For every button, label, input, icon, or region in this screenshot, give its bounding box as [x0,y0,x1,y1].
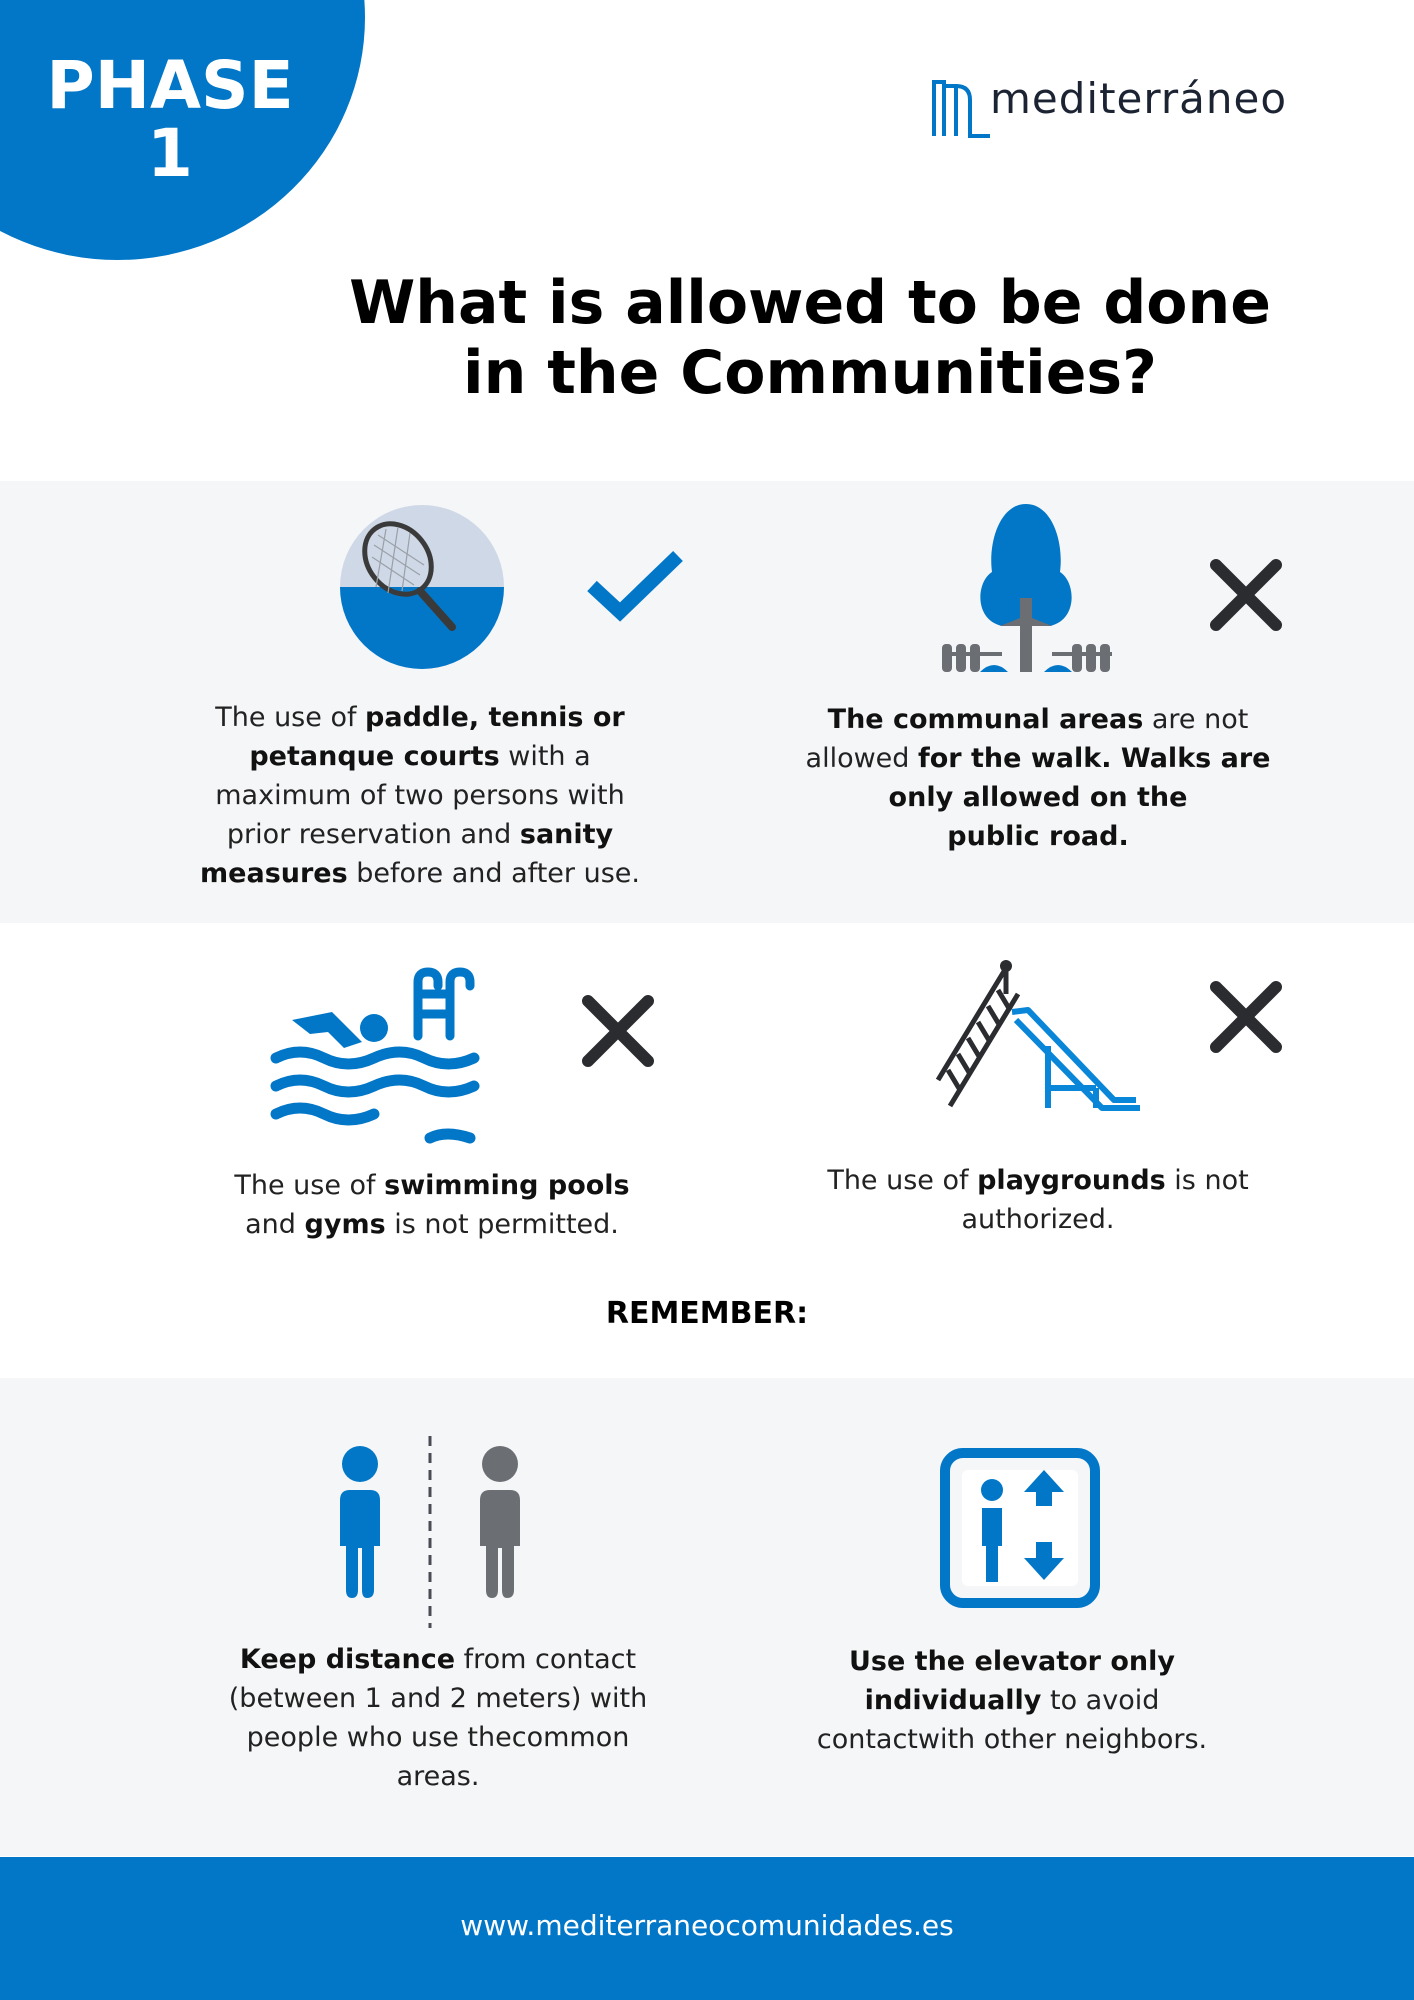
reminder-caption [178,1640,698,1796]
elevator-icon [940,1448,1100,1608]
phase-word: PHASE [46,47,294,124]
caption-emphasis: paddle, tennis or [365,702,625,733]
caption-emphasis: swimming pools [384,1170,630,1201]
item-caption [778,700,1298,856]
caption-emphasis: gyms [304,1209,386,1240]
tennis-racket-icon [340,505,504,669]
caption-text: The use of [234,1170,385,1201]
remember-heading: REMEMBER: [605,1296,809,1331]
caption-text: are not [1143,704,1249,735]
brand-logo [926,72,1306,144]
caption-text: to avoid [1041,1685,1160,1716]
title-line-2: in the Communities? [463,338,1157,408]
item-caption [160,698,680,893]
caption-emphasis: for the walk. Walks are [918,743,1271,774]
item-caption [778,1161,1298,1239]
caption-text: before and after use. [347,858,640,889]
caption-text: is not permitted. [385,1209,619,1240]
caption-text: areas. [396,1761,480,1792]
caption-emphasis: playgrounds [977,1165,1166,1196]
caption-text: (between 1 and 2 meters) with [228,1683,648,1714]
caption-text: is not [1165,1165,1249,1196]
phase-number: 1 [147,115,193,192]
slide-playground-icon [936,960,1146,1112]
building-logo-icon [930,78,990,138]
caption-emphasis: individually [864,1685,1042,1716]
social-distance-icon [330,1434,530,1630]
caption-emphasis: public road. [947,821,1129,852]
caption-text: The use of [827,1165,978,1196]
caption-emphasis: petanque courts [249,741,500,772]
phase-label [0,47,340,192]
caption-text: maximum of two persons with [215,780,625,811]
caption-text: prior reservation and [226,819,520,850]
caption-text: The use of [215,702,366,733]
caption-text: contactwith other neighbors. [816,1724,1208,1755]
caption-text: with a [499,741,591,772]
caption-emphasis: only allowed on the [888,782,1188,813]
caption-emphasis: sanity [519,819,614,850]
footer-bar [0,1857,1414,2000]
caption-emphasis: measures [200,858,348,889]
cross-icon [580,993,656,1069]
caption-text: allowed [805,743,919,774]
footer-website-link[interactable]: www.mediterraneocomunidades.es [460,1909,954,1942]
tree-fence-icon [940,502,1112,672]
caption-emphasis: The communal areas [827,704,1144,735]
swimming-pool-icon [270,970,482,1150]
reminder-caption [752,1642,1272,1759]
brand-name: mediterráneo [990,74,1288,123]
title-line-1: What is allowed to be done [349,268,1271,338]
item-caption [172,1166,692,1244]
cross-icon [1208,557,1284,633]
check-icon [586,548,684,622]
caption-text: and [245,1209,305,1240]
caption-text: from contact [455,1644,637,1675]
caption-text: authorized. [961,1204,1115,1235]
page-title [250,268,1370,408]
cross-icon [1208,979,1284,1055]
caption-text: people who use thecommon [246,1722,630,1753]
caption-emphasis: Use the elevator only [848,1646,1176,1677]
caption-emphasis: Keep distance [239,1644,456,1675]
